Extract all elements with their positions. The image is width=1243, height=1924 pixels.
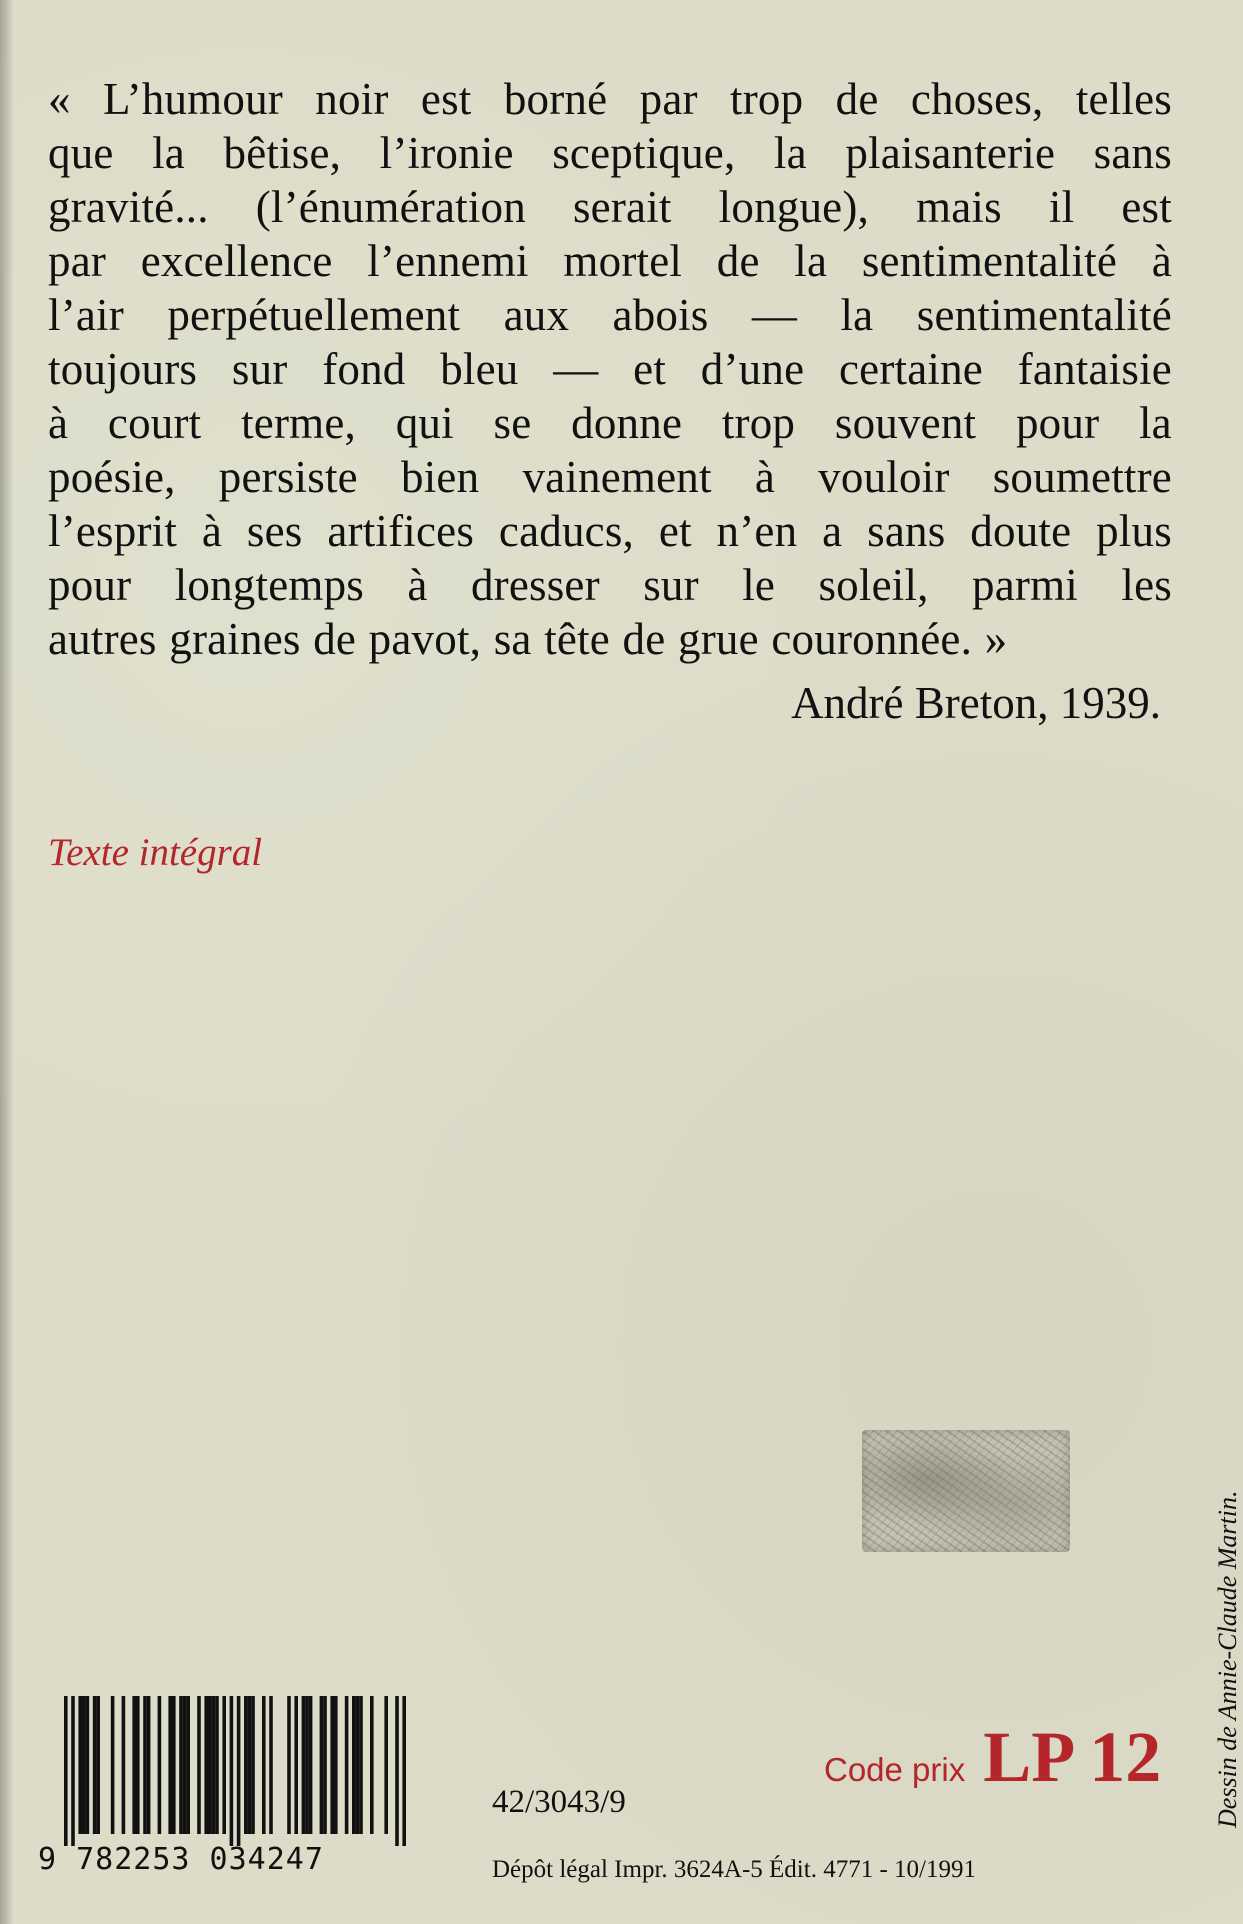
barcode-bar (309, 1696, 313, 1834)
barcode-bar (64, 1696, 68, 1846)
barcode-bar (352, 1696, 356, 1834)
barcode-bar (402, 1696, 406, 1846)
barcode-bar (294, 1696, 298, 1834)
barcode-bar (215, 1696, 219, 1834)
quote-line: par excellence l’ennemi mortel de la sentimentalité à (48, 236, 1172, 286)
quote-line: autres graines de pavot, sa tête de grue couronnée. » (48, 614, 1008, 664)
barcode-bar (287, 1696, 291, 1834)
barcode-bar (323, 1696, 327, 1834)
barcode-bar (172, 1696, 176, 1834)
barcode-bar (158, 1696, 162, 1834)
barcode-bar (143, 1696, 147, 1834)
barcode-bar (320, 1696, 324, 1834)
illustration-credit: Dessin de Annie-Claude Martin. (1213, 1490, 1242, 1828)
back-cover-quote (48, 72, 1172, 666)
quote-line: toujours sur fond bleu — et d’une certaine fantaisie (48, 344, 1172, 394)
barcode-bar (345, 1696, 349, 1834)
barcode-bar (395, 1696, 399, 1846)
quote-line: pour longtemps à dresser sur le soleil, parmi les (48, 560, 1172, 610)
barcode-bar (93, 1696, 97, 1834)
worn-stamp-image (862, 1430, 1070, 1552)
barcode-bar (248, 1696, 252, 1834)
barcode-bar (330, 1696, 334, 1834)
barcode-bar (147, 1696, 151, 1834)
barcode-bar (86, 1696, 90, 1834)
barcode-bar (96, 1696, 100, 1834)
barcode-bar (359, 1696, 363, 1834)
barcode-bar (384, 1696, 388, 1834)
barcode-bar (136, 1696, 140, 1834)
barcode-bar (302, 1696, 306, 1834)
barcode-bar (78, 1696, 82, 1834)
price-code-value: LP 12 (983, 1717, 1162, 1797)
quote-attribution: André Breton, 1939. (791, 678, 1161, 728)
barcode-bar (269, 1696, 273, 1834)
barcode-bars (14, 1696, 414, 1846)
depot-legal: Dépôt légal Impr. 3624A-5 Édit. 4771 - 10/1991 (492, 1856, 976, 1883)
barcode-bar (111, 1696, 115, 1834)
cover-edge-shadow (0, 0, 14, 1924)
quote-line: l’air perpétuellement aux abois — la sentimentalité (48, 290, 1172, 340)
barcode-digits: 9 782253 034247 (38, 1842, 324, 1877)
barcode-bar (370, 1696, 374, 1834)
barcode-bar (212, 1696, 216, 1834)
barcode-bar (186, 1696, 190, 1834)
barcode-bar (197, 1696, 201, 1834)
catalog-reference: 42/3043/9 (492, 1784, 626, 1820)
barcode-bar (305, 1696, 309, 1834)
barcode-bar (230, 1696, 234, 1846)
quote-line: l’esprit à ses artifices caducs, et n’en a sans doute plus (48, 506, 1172, 556)
quote-line: que la bêtise, l’ironie sceptique, la plaisanterie sans (48, 128, 1172, 178)
price-code-label: Code prix (824, 1751, 966, 1788)
barcode-bar (356, 1696, 360, 1834)
barcode-bar (334, 1696, 338, 1834)
barcode-bar (251, 1696, 255, 1834)
barcode-bar (222, 1696, 226, 1834)
quote-line: à court terme, qui se donne trop souvent pour la (48, 398, 1172, 448)
barcode-bar (262, 1696, 266, 1834)
barcode-bar (237, 1696, 241, 1846)
barcode-bar (122, 1696, 126, 1834)
edition-note: Texte intégral (48, 831, 263, 874)
barcode-bar (204, 1696, 208, 1834)
barcode-bar (208, 1696, 212, 1834)
barcode-bar (82, 1696, 86, 1834)
quote-line: poésie, persiste bien vainement à vouloir soumettre (48, 452, 1172, 502)
price-code (824, 1716, 1161, 1799)
barcode-bar (183, 1696, 187, 1834)
barcode-bar (71, 1696, 75, 1846)
quote-line: « L’humour noir est borné par trop de choses, telles (48, 74, 1172, 124)
barcode-bar (168, 1696, 172, 1834)
barcode-bar (132, 1696, 136, 1834)
isbn-barcode (14, 1696, 414, 1876)
barcode-bar (244, 1696, 248, 1834)
quote-line: gravité... (l’énumération serait longue), mais il est (48, 182, 1172, 232)
barcode-bar (179, 1696, 183, 1834)
